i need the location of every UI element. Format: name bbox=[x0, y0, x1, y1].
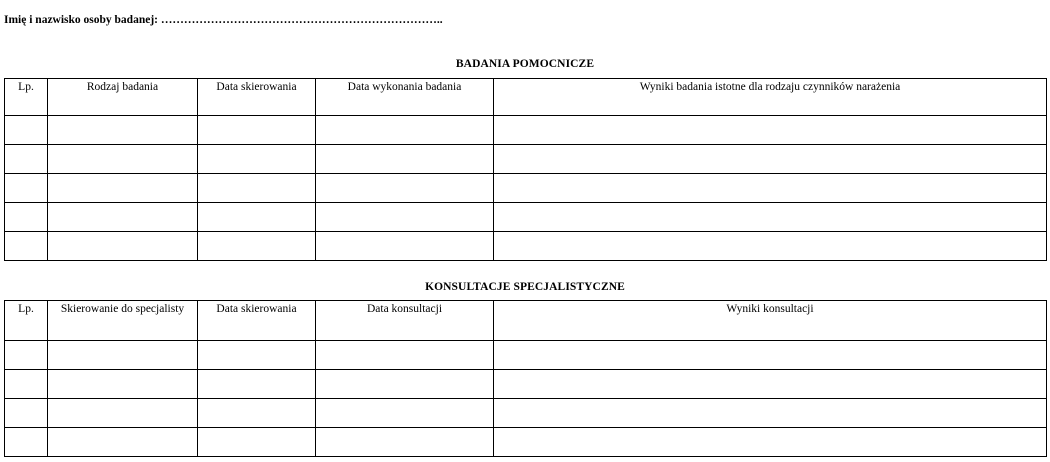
table-row bbox=[5, 399, 1047, 428]
auxiliary-tests-title: BADANIA POMOCNICZE bbox=[455, 58, 595, 70]
results-cell[interactable] bbox=[494, 232, 1047, 261]
type-cell[interactable] bbox=[48, 341, 198, 370]
auxiliary-tests-table bbox=[4, 78, 1047, 261]
column-header-execution-date: Data wykonania badania bbox=[316, 79, 494, 116]
table-row bbox=[5, 370, 1047, 399]
specialist-consultations-table bbox=[4, 300, 1047, 457]
date-cell[interactable] bbox=[316, 428, 494, 457]
referral-date-cell[interactable] bbox=[198, 174, 316, 203]
table-row bbox=[5, 116, 1047, 145]
lp-cell[interactable] bbox=[5, 174, 48, 203]
column-header-specialist-referral: Skierowanie do specjalisty bbox=[48, 301, 198, 341]
lp-cell[interactable] bbox=[5, 428, 48, 457]
date-cell[interactable] bbox=[316, 370, 494, 399]
date-cell[interactable] bbox=[316, 399, 494, 428]
examined-person-name-field[interactable]: Imię i nazwisko osoby badanej: ……………………………………………………………….. bbox=[4, 14, 443, 26]
column-header-test-type: Rodzaj badania bbox=[48, 79, 198, 116]
referral-date-cell[interactable] bbox=[198, 203, 316, 232]
referral-date-cell[interactable] bbox=[198, 341, 316, 370]
type-cell[interactable] bbox=[48, 116, 198, 145]
date-cell[interactable] bbox=[316, 145, 494, 174]
type-cell[interactable] bbox=[48, 203, 198, 232]
table-row bbox=[5, 428, 1047, 457]
results-cell[interactable] bbox=[494, 174, 1047, 203]
lp-cell[interactable] bbox=[5, 370, 48, 399]
referral-date-cell[interactable] bbox=[198, 145, 316, 174]
column-header-lp: Lp. bbox=[5, 79, 48, 116]
results-cell[interactable] bbox=[494, 428, 1047, 457]
results-cell[interactable] bbox=[494, 145, 1047, 174]
column-header-lp: Lp. bbox=[5, 301, 48, 341]
table-row bbox=[5, 232, 1047, 261]
date-cell[interactable] bbox=[316, 232, 494, 261]
table-row bbox=[5, 341, 1047, 370]
type-cell[interactable] bbox=[48, 145, 198, 174]
column-header-consultation-date: Data konsultacji bbox=[316, 301, 494, 341]
lp-cell[interactable] bbox=[5, 232, 48, 261]
lp-cell[interactable] bbox=[5, 145, 48, 174]
table-row bbox=[5, 145, 1047, 174]
table-header-row bbox=[5, 301, 1047, 341]
table-row bbox=[5, 203, 1047, 232]
table-row bbox=[5, 174, 1047, 203]
results-cell[interactable] bbox=[494, 341, 1047, 370]
results-cell[interactable] bbox=[494, 203, 1047, 232]
results-cell[interactable] bbox=[494, 370, 1047, 399]
column-header-referral-date: Data skierowania bbox=[198, 301, 316, 341]
date-cell[interactable] bbox=[316, 174, 494, 203]
type-cell[interactable] bbox=[48, 428, 198, 457]
date-cell[interactable] bbox=[316, 341, 494, 370]
referral-date-cell[interactable] bbox=[198, 232, 316, 261]
column-header-referral-date: Data skierowania bbox=[198, 79, 316, 116]
type-cell[interactable] bbox=[48, 174, 198, 203]
type-cell[interactable] bbox=[48, 370, 198, 399]
referral-date-cell[interactable] bbox=[198, 428, 316, 457]
specialist-consultations-title: KONSULTACJE SPECJALISTYCZNE bbox=[425, 281, 625, 293]
lp-cell[interactable] bbox=[5, 116, 48, 145]
referral-date-cell[interactable] bbox=[198, 399, 316, 428]
results-cell[interactable] bbox=[494, 116, 1047, 145]
type-cell[interactable] bbox=[48, 399, 198, 428]
type-cell[interactable] bbox=[48, 232, 198, 261]
lp-cell[interactable] bbox=[5, 203, 48, 232]
referral-date-cell[interactable] bbox=[198, 116, 316, 145]
column-header-test-results: Wyniki badania istotne dla rodzaju czynników narażenia bbox=[494, 79, 1047, 116]
referral-date-cell[interactable] bbox=[198, 370, 316, 399]
lp-cell[interactable] bbox=[5, 341, 48, 370]
date-cell[interactable] bbox=[316, 203, 494, 232]
lp-cell[interactable] bbox=[5, 399, 48, 428]
results-cell[interactable] bbox=[494, 399, 1047, 428]
table-header-row bbox=[5, 79, 1047, 116]
date-cell[interactable] bbox=[316, 116, 494, 145]
column-header-consultation-results: Wyniki konsultacji bbox=[494, 301, 1047, 341]
